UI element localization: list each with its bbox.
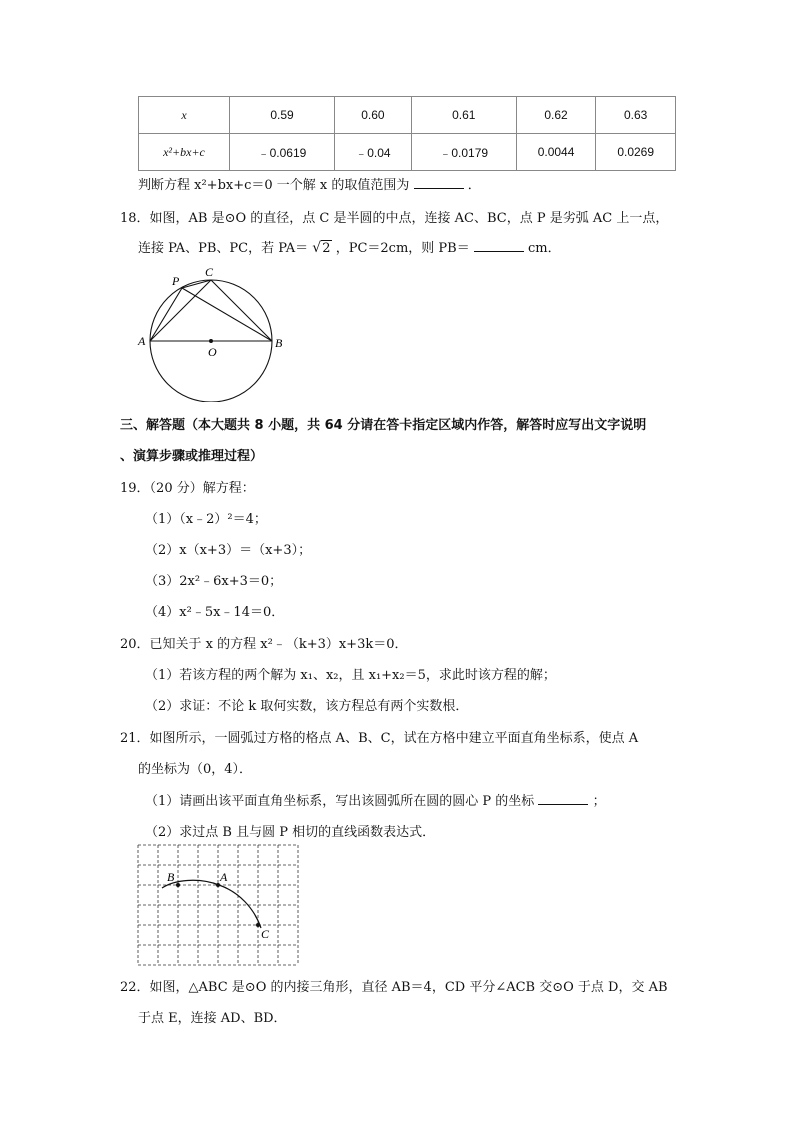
q18-text-b: ，PC＝2cm，则 PB＝ bbox=[335, 241, 470, 256]
q19-item: （3）2x²﹣6x+3＝0； bbox=[145, 574, 283, 589]
q21-item2: （2）求过点 B 且与圆 P 相切的直线函数表达式． bbox=[145, 825, 436, 840]
q19-title: 19．（20 分）解方程： bbox=[120, 481, 255, 496]
table-cell: 0.0269 bbox=[596, 134, 676, 171]
table-cell: 0.63 bbox=[596, 97, 676, 134]
q19-item: （4）x²﹣5x﹣14＝0． bbox=[145, 605, 285, 620]
grid-lines bbox=[138, 845, 298, 965]
q20-title: 20．已知关于 x 的方程 x²﹣（k+3）x+3k＝0． bbox=[120, 637, 408, 652]
q21-item1-text: （1）请画出该平面直角坐标系，写出该圆弧所在圆的圆心 P 的坐标 bbox=[145, 794, 535, 809]
table-cell: 0.59 bbox=[230, 97, 335, 134]
q21-line1: 21．如图所示，一圆弧过方格的格点 A、B、C，试在方格中建立平面直角坐标系，使点 A bbox=[120, 731, 639, 746]
table-cell: 0.0044 bbox=[516, 134, 596, 171]
answer-blank[interactable] bbox=[414, 176, 464, 189]
sqrt-radicand: 2 bbox=[322, 241, 331, 256]
label-a: A bbox=[220, 870, 228, 884]
label-b: B bbox=[167, 870, 175, 884]
arc-bac bbox=[162, 880, 261, 928]
table-cell: 0.60 bbox=[334, 97, 411, 134]
table-cell: 0.61 bbox=[411, 97, 516, 134]
q17-range-line bbox=[138, 174, 481, 193]
grid-figure bbox=[136, 842, 304, 968]
q21-line2: 的坐标为（0，4）． bbox=[138, 762, 253, 777]
circle-figure bbox=[130, 262, 290, 402]
q19-item: （2）x（x+3）＝（x+3）； bbox=[145, 543, 312, 558]
label-p: P bbox=[172, 274, 180, 288]
q18-text-a: 连接 PA、PB、PC，若 PA＝ bbox=[138, 241, 309, 256]
sqrt-expression bbox=[312, 241, 331, 256]
q20-item: （2）求证：不论 k 取何实数，该方程总有两个实数根． bbox=[145, 699, 469, 714]
q22-line2: 于点 E，连接 AD、BD． bbox=[138, 1011, 287, 1026]
q21-item1 bbox=[145, 790, 606, 809]
q22-line1: 22．如图，△ABC 是⊙O 的内接三角形，直径 AB＝4，CD 平分∠ACB 交⊙O 于点 D，交 AB bbox=[120, 980, 668, 995]
sqrt-icon: √ bbox=[312, 240, 322, 256]
table-cell: x²+bx+c bbox=[139, 134, 230, 171]
table-cell: ﹣0.04 bbox=[334, 134, 411, 171]
answer-blank[interactable] bbox=[474, 239, 524, 252]
label-b: B bbox=[275, 336, 283, 350]
q18-line1: 18．如图，AB 是⊙O 的直径，点 C 是半圆的中点，连接 AC、BC，点 P 是劣弧 AC 上一点， bbox=[120, 211, 669, 226]
table-row bbox=[139, 97, 676, 134]
q18-text-c: cm． bbox=[528, 241, 561, 256]
label-a: A bbox=[138, 334, 146, 348]
q17-suffix: ． bbox=[467, 178, 481, 193]
table-row bbox=[139, 134, 676, 171]
label-c: C bbox=[261, 927, 270, 941]
table-cell: x bbox=[139, 97, 230, 134]
segment-ac bbox=[150, 280, 211, 341]
q17-text: 判断方程 x²+bx+c＝0 一个解 x 的取值范围为 bbox=[138, 178, 410, 193]
label-o: O bbox=[208, 345, 217, 359]
q21-item1-suffix: ； bbox=[592, 794, 606, 809]
q18-line2 bbox=[138, 237, 561, 256]
table-cell: ﹣0.0179 bbox=[411, 134, 516, 171]
section3-title-line2: 、演算步骤或推理过程） bbox=[120, 449, 264, 464]
q20-item: （1）若该方程的两个解为 x₁、x₂，且 x₁+x₂＝5，求此时该方程的解； bbox=[145, 668, 556, 683]
table-cell: 0.62 bbox=[516, 97, 596, 134]
center-dot bbox=[209, 339, 213, 343]
point-b bbox=[176, 883, 180, 887]
answer-blank[interactable] bbox=[538, 792, 588, 805]
point-c bbox=[256, 923, 260, 927]
label-c: C bbox=[205, 265, 214, 279]
section3-title-line1: 三、解答题（本大题共 8 小题，共 64 分请在答卡指定区域内作答，解答时应写出文字说明 bbox=[120, 418, 647, 433]
value-table bbox=[138, 96, 676, 171]
q19-item: （1）（x﹣2）²＝4； bbox=[145, 512, 267, 527]
table-cell: ﹣0.0619 bbox=[230, 134, 335, 171]
